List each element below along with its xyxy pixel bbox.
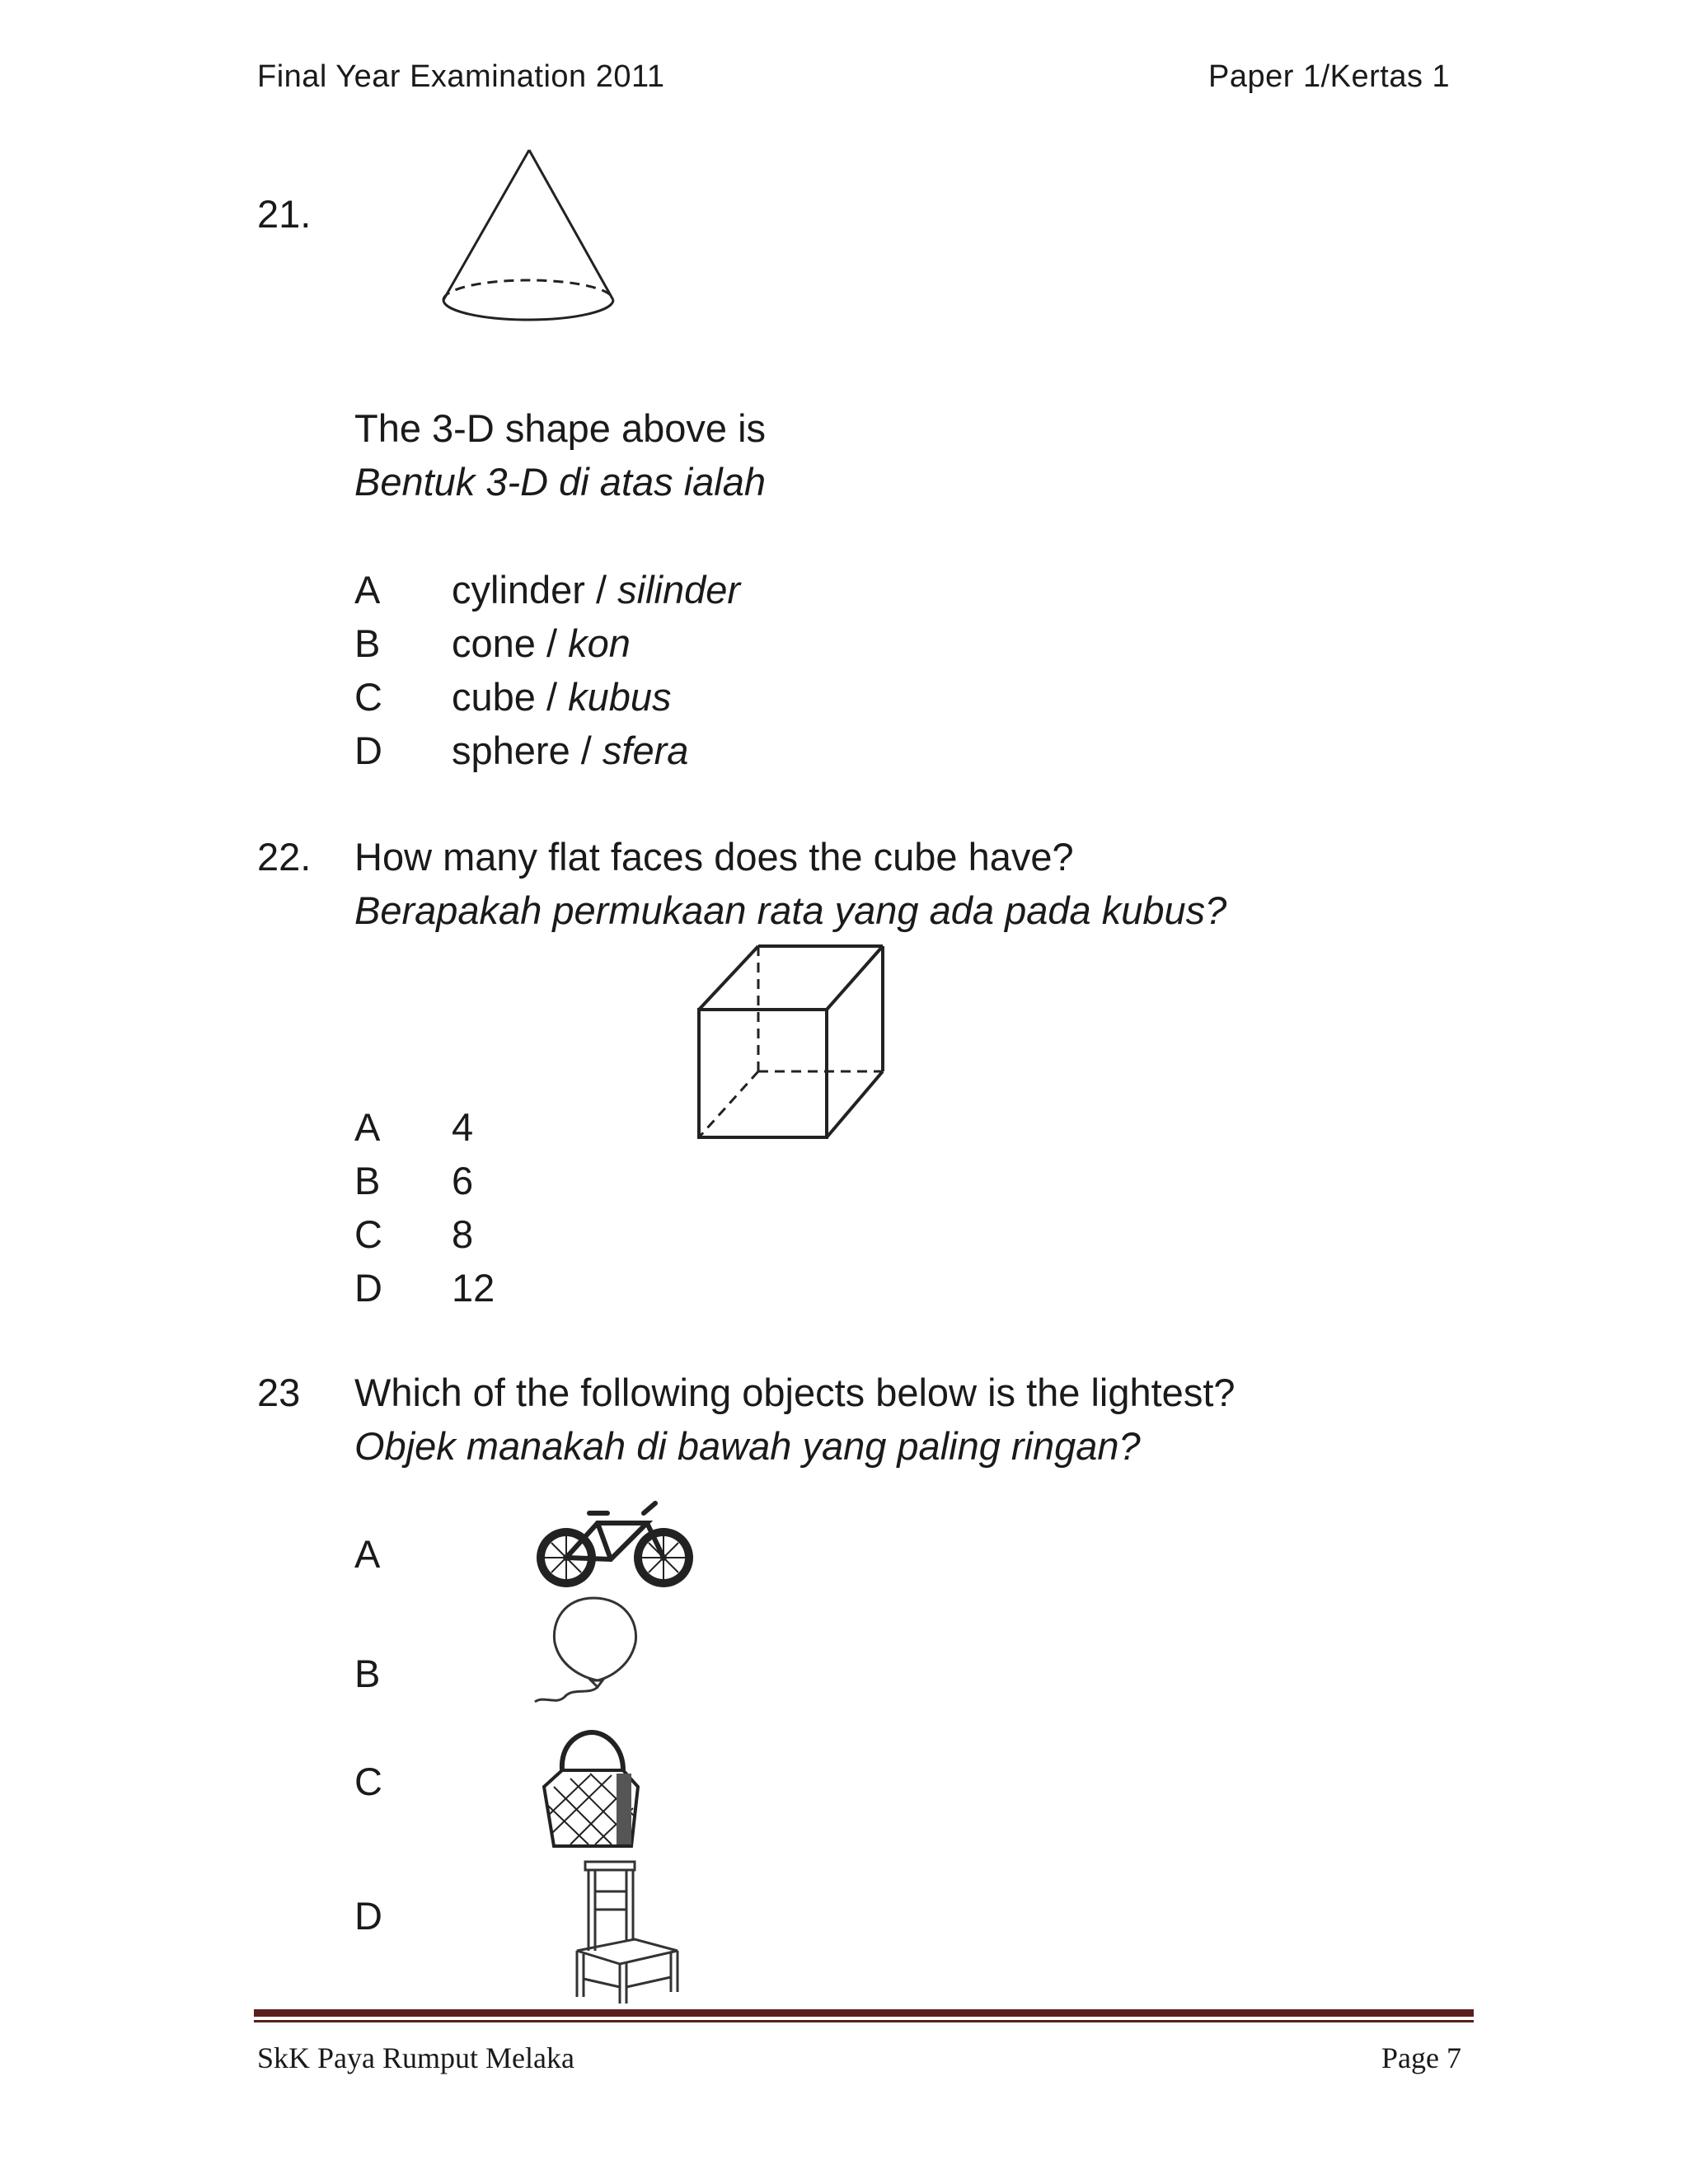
footer-school: SkK Paya Rumput Melaka bbox=[257, 2041, 574, 2074]
option-22-d: 12 bbox=[452, 1266, 495, 1310]
option-letter: D bbox=[354, 1894, 382, 1938]
option-21-b bbox=[452, 621, 631, 666]
footer-rule-thin bbox=[254, 2020, 1474, 2022]
header-title: Final Year Examination 2011 bbox=[257, 59, 665, 94]
option-letter: A bbox=[354, 1105, 381, 1149]
question-number-21: 21. bbox=[257, 192, 312, 236]
option-text-ms: kon bbox=[568, 621, 631, 665]
header-paper: Paper 1/Kertas 1 bbox=[1208, 59, 1451, 94]
option-21-d bbox=[452, 728, 688, 773]
cube-drawing bbox=[696, 944, 886, 1141]
footer-page-number: Page 7 bbox=[1381, 2041, 1461, 2074]
question-21-text-ms: Bentuk 3-D di atas ialah bbox=[354, 460, 767, 504]
question-number-22: 22. bbox=[257, 835, 312, 879]
option-text-ms: silinder bbox=[617, 568, 741, 612]
option-text-en: sphere / bbox=[452, 729, 603, 772]
question-23-text-ms: Objek manakah di bawah yang paling ringan? bbox=[354, 1424, 1141, 1468]
option-21-a bbox=[452, 567, 740, 612]
option-letter: C bbox=[354, 1760, 382, 1803]
option-letter: C bbox=[354, 675, 382, 719]
option-letter: B bbox=[354, 621, 381, 665]
option-letter: A bbox=[354, 1532, 381, 1576]
option-letter: A bbox=[354, 568, 381, 612]
handbag-icon bbox=[537, 1729, 645, 1853]
option-letter: D bbox=[354, 729, 382, 772]
option-letter: B bbox=[354, 1159, 381, 1202]
option-text-ms: kubus bbox=[568, 675, 672, 719]
question-number-23: 23 bbox=[257, 1371, 301, 1414]
cone-drawing bbox=[437, 147, 618, 336]
footer-rule bbox=[254, 2009, 1474, 2017]
option-text-en: cylinder / bbox=[452, 568, 618, 612]
chair-icon bbox=[569, 1858, 684, 2007]
option-22-b: 6 bbox=[452, 1159, 474, 1202]
option-letter: C bbox=[354, 1212, 382, 1256]
question-22-text-ms: Berapakah permukaan rata yang ada pada kubus? bbox=[354, 888, 1227, 932]
option-letter: D bbox=[354, 1266, 382, 1310]
option-text-en: cube / bbox=[452, 675, 569, 719]
question-23-text-en: Which of the following objects below is the lightest? bbox=[354, 1371, 1236, 1414]
option-22-a: 4 bbox=[452, 1105, 474, 1149]
option-text-ms: sfera bbox=[602, 729, 689, 772]
question-22-text-en: How many flat faces does the cube have? bbox=[354, 835, 1074, 879]
option-21-c bbox=[452, 674, 672, 719]
balloon-icon bbox=[532, 1595, 655, 1706]
option-22-c: 8 bbox=[452, 1212, 474, 1256]
option-text-en: cone / bbox=[452, 621, 569, 665]
option-letter: B bbox=[354, 1652, 381, 1695]
question-21-text-en: The 3-D shape above is bbox=[354, 406, 767, 450]
bicycle-icon bbox=[532, 1498, 696, 1593]
